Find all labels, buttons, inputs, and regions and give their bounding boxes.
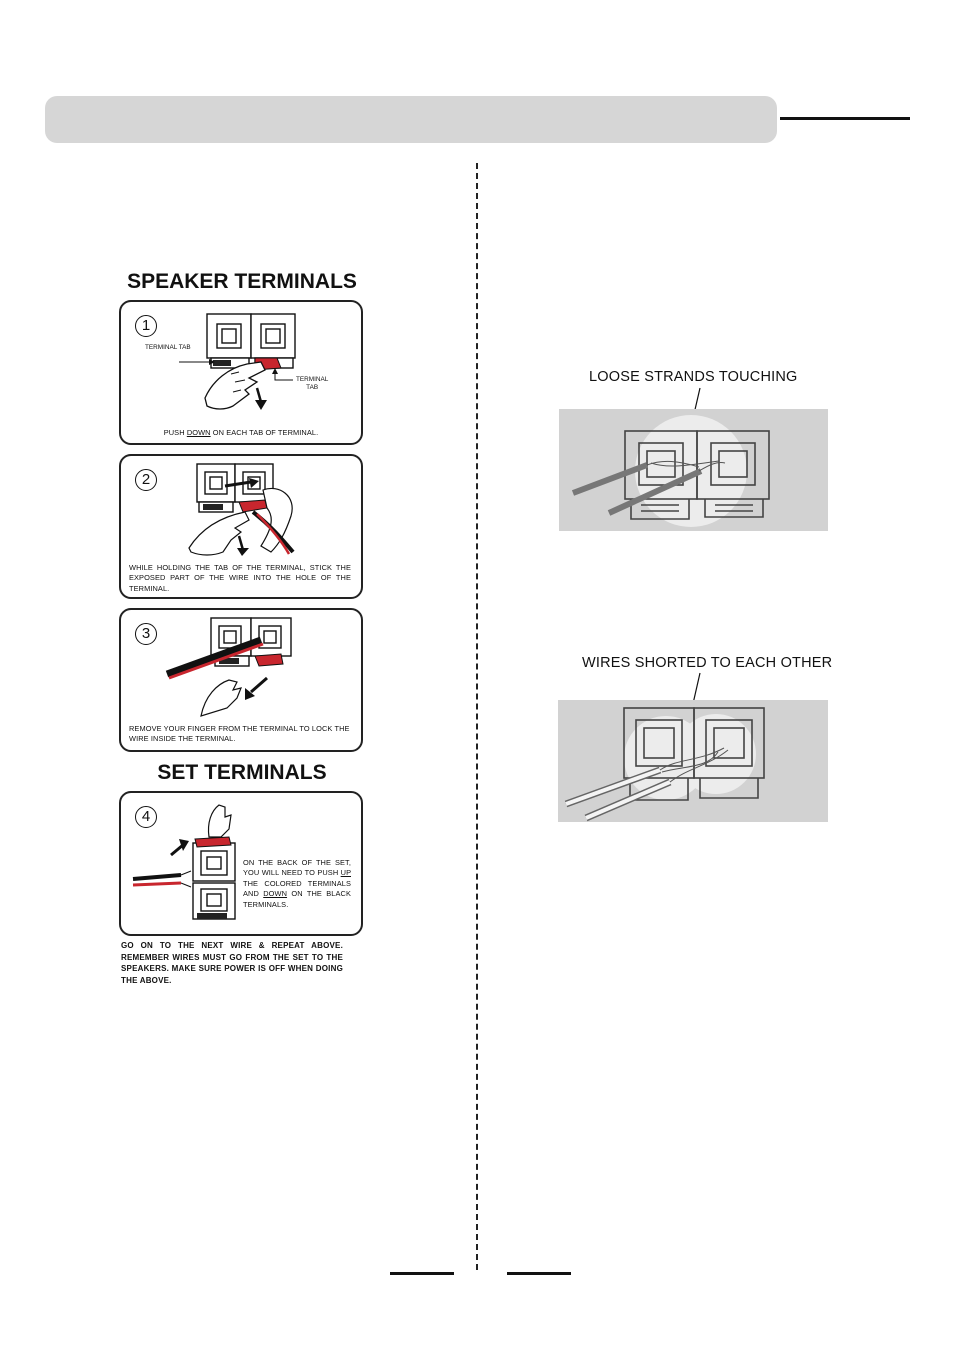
- step-number: 2: [135, 469, 157, 491]
- caption-emphasis: DOWN: [186, 428, 211, 437]
- loose-strands-photo: [559, 409, 828, 531]
- step-number: 3: [135, 623, 157, 645]
- caption-text: ON THE BLACK TERMINALS.: [243, 889, 351, 909]
- wires-shorted-illustration: [558, 700, 828, 822]
- caption-emphasis: DOWN: [263, 889, 288, 899]
- footer-rule-right: [507, 1272, 571, 1275]
- caption-emphasis: UP: [340, 868, 351, 878]
- step-caption: REMOVE YOUR FINGER FROM THE TERMINAL TO LOCK THE WIRE INSIDE THE TERMINAL.: [129, 724, 350, 744]
- footer-rule-left: [390, 1272, 454, 1275]
- wires-shorted-label: WIRES SHORTED TO EACH OTHER: [582, 655, 833, 671]
- terminal-tab-label: TERMINAL TAB: [145, 344, 191, 351]
- terminal-tab-label-line: TERMINAL: [296, 376, 329, 383]
- wiring-footnote: GO ON TO THE NEXT WIRE & REPEAT ABOVE. REMEMBER WIRES MUST GO FROM THE SET TO THE SPEAKERS. MAKE SURE POWER IS OFF WHEN DOING THE ABOVE.: [121, 941, 343, 985]
- caption-text: THE COLORED TERMINALS AND: [243, 878, 351, 899]
- loose-strands-label: LOOSE STRANDS TOUCHING: [589, 369, 798, 385]
- caption-text: ON THE BACK OF THE SET, YOU WILL NEED TO PUSH: [243, 858, 351, 878]
- step-caption: WHILE HOLDING THE TAB OF THE TERMINAL, STICK THE EXPOSED PART OF THE WIRE INTO THE HOLE OF THE TERMINAL.: [129, 563, 351, 593]
- wires-shorted-photo: [558, 700, 828, 822]
- loose-strands-illustration: [559, 409, 828, 531]
- caption-text: ON EACH TAB OF TERMINAL.: [210, 428, 319, 437]
- step-number: 1: [135, 315, 157, 337]
- caption-text: PUSH: [163, 428, 187, 437]
- speaker-terminals-title: SPEAKER TERMINALS: [127, 270, 357, 293]
- step-number: 4: [135, 806, 157, 828]
- terminal-tab-label-line: TAB: [306, 384, 319, 391]
- set-terminals-title: SET TERMINALS: [157, 761, 327, 784]
